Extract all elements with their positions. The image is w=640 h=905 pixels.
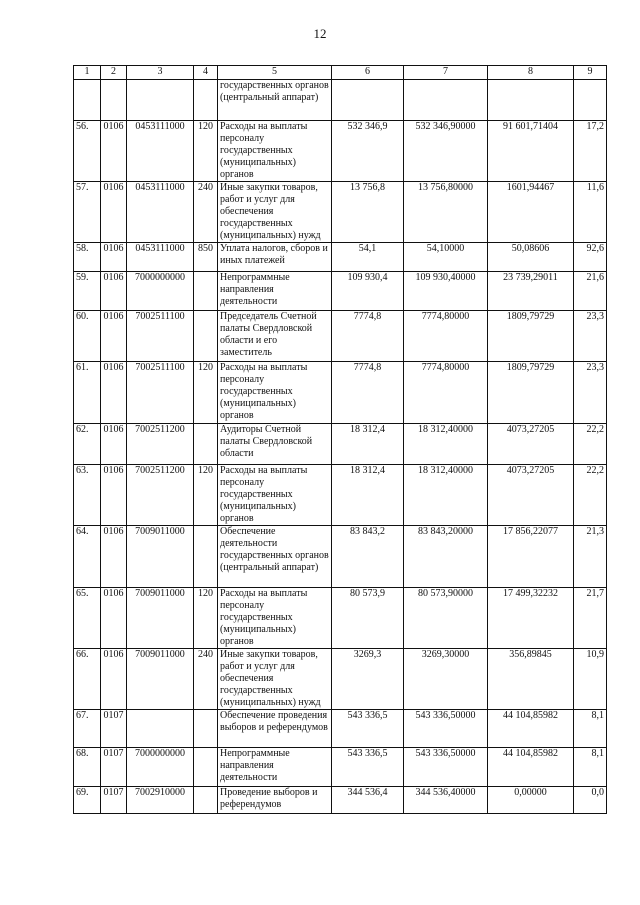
row-number: 58. [74,243,101,272]
row-name: Аудиторы Счетной палаты Свердловской области [218,424,332,465]
value-col8: 4073,27205 [488,424,574,465]
row-number: 68. [74,748,101,787]
table-row [74,121,607,182]
row-name: Расходы на выплаты персоналу государственных (муниципальных) органов [218,121,332,182]
section-code: 0106 [101,424,127,465]
expense-type: 120 [194,362,218,424]
value-col8: 17 856,22077 [488,526,574,588]
value-col7: 54,10000 [404,243,488,272]
table-row [74,649,607,710]
target-code [127,710,194,748]
expense-type: 120 [194,588,218,649]
value-col7 [404,80,488,121]
target-code: 7009011000 [127,526,194,588]
column-header: 3 [127,66,194,80]
section-code: 0106 [101,311,127,362]
expense-type [194,80,218,121]
value-col8: 23 739,29011 [488,272,574,311]
percent-col9: 23,3 [574,362,607,424]
section-code: 0106 [101,526,127,588]
percent-col9: 21,3 [574,526,607,588]
row-number: 61. [74,362,101,424]
row-name: Проведение выборов и референдумов [218,787,332,814]
table-row [74,526,607,588]
value-col7: 344 536,40000 [404,787,488,814]
value-col7: 109 930,40000 [404,272,488,311]
row-name: Расходы на выплаты персоналу государственных (муниципальных) органов [218,362,332,424]
row-number: 69. [74,787,101,814]
section-code: 0106 [101,121,127,182]
column-header: 4 [194,66,218,80]
row-name: Председатель Счетной палаты Свердловской области и его заместитель [218,311,332,362]
section-code: 0107 [101,710,127,748]
row-name: Расходы на выплаты персоналу государственных (муниципальных) органов [218,588,332,649]
percent-col9: 21,7 [574,588,607,649]
row-name: Обеспечение проведения выборов и референдумов [218,710,332,748]
page-number: 12 [313,26,327,41]
row-name: Уплата налогов, сборов и иных платежей [218,243,332,272]
table-row [74,424,607,465]
value-col7: 543 336,50000 [404,710,488,748]
percent-col9: 0,0 [574,787,607,814]
target-code: 7009011000 [127,588,194,649]
column-header: 9 [574,66,607,80]
value-col7: 18 312,40000 [404,465,488,526]
value-col8: 44 104,85982 [488,710,574,748]
section-code: 0106 [101,243,127,272]
value-col6: 7774,8 [332,362,404,424]
row-number: 57. [74,182,101,243]
value-col8: 50,08606 [488,243,574,272]
expense-type [194,272,218,311]
row-number: 64. [74,526,101,588]
target-code: 7002511200 [127,424,194,465]
percent-col9: 92,6 [574,243,607,272]
percent-col9: 21,6 [574,272,607,311]
expense-type: 120 [194,465,218,526]
table-row [74,465,607,526]
section-code: 0107 [101,748,127,787]
table-row [74,311,607,362]
value-col6: 543 336,5 [332,748,404,787]
section-code: 0106 [101,362,127,424]
section-code: 0106 [101,588,127,649]
value-col6: 80 573,9 [332,588,404,649]
value-col6: 83 843,2 [332,526,404,588]
column-header: 7 [404,66,488,80]
target-code: 7009011000 [127,649,194,710]
table-row [74,362,607,424]
value-col8: 4073,27205 [488,465,574,526]
target-code: 0453111000 [127,182,194,243]
percent-col9: 22,2 [574,465,607,526]
row-number: 63. [74,465,101,526]
value-col7: 13 756,80000 [404,182,488,243]
value-col6: 54,1 [332,243,404,272]
value-col8: 17 499,32232 [488,588,574,649]
table-row [74,588,607,649]
table-row [74,710,607,748]
value-col6: 13 756,8 [332,182,404,243]
budget-table [73,65,607,814]
value-col6: 532 346,9 [332,121,404,182]
value-col6: 3269,3 [332,649,404,710]
value-col7: 7774,80000 [404,311,488,362]
row-name: Расходы на выплаты персоналу государственных (муниципальных) органов [218,465,332,526]
row-name: Непрограммные направления деятельности [218,272,332,311]
value-col7: 543 336,50000 [404,748,488,787]
column-header: 6 [332,66,404,80]
value-col7: 7774,80000 [404,362,488,424]
target-code: 7002511100 [127,311,194,362]
percent-col9: 11,6 [574,182,607,243]
row-name: государственных органов (центральный аппарат) [218,80,332,121]
value-col8 [488,80,574,121]
percent-col9: 10,9 [574,649,607,710]
section-code: 0106 [101,182,127,243]
value-col7: 80 573,90000 [404,588,488,649]
row-number [74,80,101,121]
target-code: 7002511200 [127,465,194,526]
percent-col9: 22,2 [574,424,607,465]
value-col6 [332,80,404,121]
percent-col9: 8,1 [574,710,607,748]
value-col8: 44 104,85982 [488,748,574,787]
section-code: 0106 [101,649,127,710]
row-number: 59. [74,272,101,311]
row-number: 66. [74,649,101,710]
row-number: 56. [74,121,101,182]
value-col8: 1809,79729 [488,311,574,362]
row-number: 62. [74,424,101,465]
table-row [74,80,607,121]
expense-type: 120 [194,121,218,182]
value-col6: 18 312,4 [332,465,404,526]
table-body [74,80,607,814]
value-col6: 18 312,4 [332,424,404,465]
table-row [74,787,607,814]
table-row [74,748,607,787]
value-col8: 0,00000 [488,787,574,814]
value-col8: 1809,79729 [488,362,574,424]
row-number: 65. [74,588,101,649]
expense-type [194,710,218,748]
expense-type: 240 [194,182,218,243]
column-header: 2 [101,66,127,80]
value-col8: 1601,94467 [488,182,574,243]
section-code: 0106 [101,465,127,526]
value-col6: 344 536,4 [332,787,404,814]
table-row [74,272,607,311]
row-name: Иные закупки товаров, работ и услуг для обеспечения государственных (муниципальных) нужд [218,182,332,243]
expense-type: 850 [194,243,218,272]
target-code: 7002910000 [127,787,194,814]
target-code: 7002511100 [127,362,194,424]
target-code: 0453111000 [127,121,194,182]
value-col6: 543 336,5 [332,710,404,748]
value-col7: 18 312,40000 [404,424,488,465]
expense-type [194,748,218,787]
target-code: 7000000000 [127,272,194,311]
value-col6: 7774,8 [332,311,404,362]
section-code: 0107 [101,787,127,814]
expense-type: 240 [194,649,218,710]
row-name: Обеспечение деятельности государственных органов (центральный аппарат) [218,526,332,588]
expense-type [194,526,218,588]
percent-col9: 8,1 [574,748,607,787]
value-col8: 356,89845 [488,649,574,710]
value-col6: 109 930,4 [332,272,404,311]
table-row [74,243,607,272]
row-name: Иные закупки товаров, работ и услуг для обеспечения государственных (муниципальных) нужд [218,649,332,710]
column-header: 8 [488,66,574,80]
value-col7: 3269,30000 [404,649,488,710]
column-header: 5 [218,66,332,80]
table-row [74,182,607,243]
target-code [127,80,194,121]
section-code: 0106 [101,272,127,311]
expense-type [194,311,218,362]
percent-col9 [574,80,607,121]
percent-col9: 17,2 [574,121,607,182]
percent-col9: 23,3 [574,311,607,362]
expense-type [194,424,218,465]
column-header: 1 [74,66,101,80]
row-number: 67. [74,710,101,748]
section-code [101,80,127,121]
target-code: 7000000000 [127,748,194,787]
value-col7: 532 346,90000 [404,121,488,182]
value-col8: 91 601,71404 [488,121,574,182]
target-code: 0453111000 [127,243,194,272]
row-name: Непрограммные направления деятельности [218,748,332,787]
expense-type [194,787,218,814]
table-header-row [74,66,607,80]
row-number: 60. [74,311,101,362]
value-col7: 83 843,20000 [404,526,488,588]
